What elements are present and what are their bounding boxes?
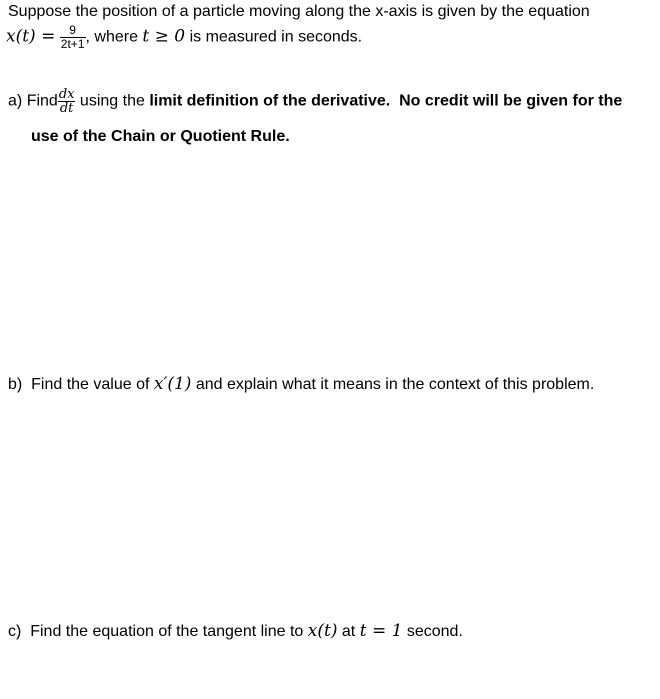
fraction-denominator: 2t+1 — [60, 37, 85, 51]
find-text: Find — [26, 92, 58, 110]
intro-line-1: Suppose the position of a particle moving along the x-axis is given by the equation — [8, 3, 590, 20]
seconds-text: is measured in seconds. — [189, 28, 363, 46]
using-text: using the — [79, 92, 145, 110]
derivative-fraction — [58, 88, 76, 115]
part-b-line — [8, 374, 594, 394]
derivative-numerator: dx — [58, 87, 75, 102]
derivative-denominator: dt — [58, 101, 76, 115]
part-c-condition: t = 1 — [359, 621, 403, 641]
part-b-pre: Find the value of — [31, 376, 150, 393]
time-condition: t ≥ 0 — [142, 26, 186, 47]
part-c-pre: Find the equation of the tangent line to — [30, 623, 304, 640]
part-b-label: b) — [8, 376, 23, 393]
intro-line-2 — [6, 24, 362, 51]
position-function-lhs: x(t) = — [6, 26, 56, 47]
fraction-numerator: 9 — [69, 23, 76, 37]
position-fraction — [60, 24, 86, 51]
part-c-label: c) — [8, 623, 22, 640]
part-a-label: a) — [8, 92, 23, 110]
part-b-post: and explain what it means in the context of this problem. — [195, 376, 595, 393]
part-b-expression: x′(1) — [153, 374, 192, 394]
part-a-line-1 — [8, 88, 622, 115]
part-c-line — [8, 621, 463, 641]
chain-quotient-text: use of the Chain or Quotient Rule. — [31, 128, 290, 145]
part-c-post: second. — [406, 623, 463, 640]
where-text: , where — [85, 28, 138, 46]
limit-definition-text: limit definition of the derivative. — [149, 92, 391, 110]
part-c-expression: x(t) — [307, 621, 338, 641]
part-a-line-2 — [31, 128, 290, 146]
no-credit-text: No credit will be given for the — [399, 92, 623, 110]
part-c-mid: at — [341, 623, 356, 640]
